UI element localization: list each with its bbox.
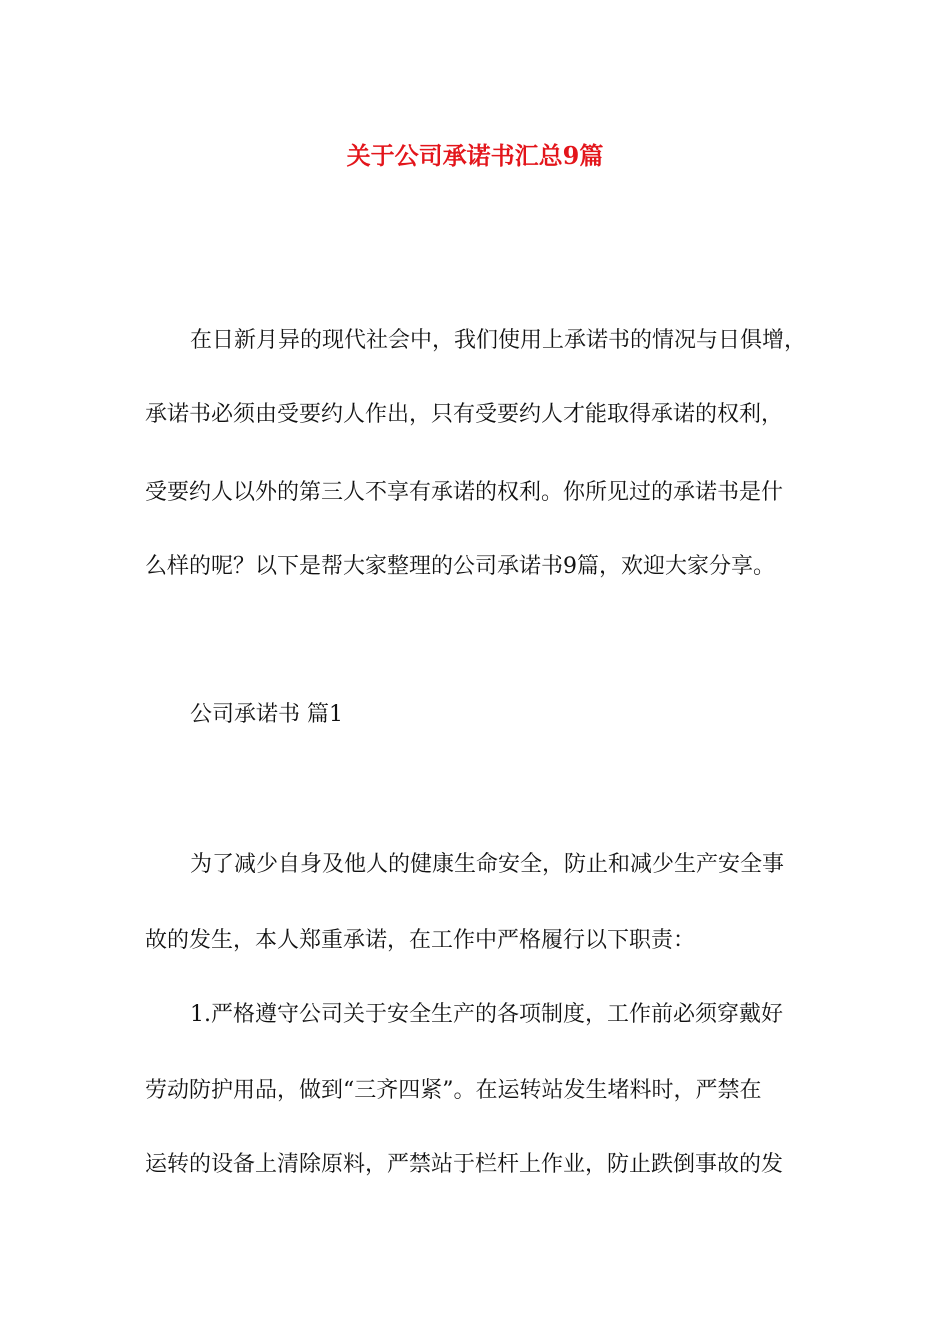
intro-line: 么样的呢？以下是帮大家整理的公司承诺书9篇，欢迎大家分享。 xyxy=(145,554,775,579)
body-line: 劳动防护用品，做到“三齐四紧”。在运转站发生堵料时，严禁在 xyxy=(145,1078,762,1103)
body-line: 故的发生，本人郑重承诺，在工作中严格履行以下职责： xyxy=(145,928,696,953)
intro-line: 承诺书必须由受要约人作出，只有受要约人才能取得承诺的权利， xyxy=(145,402,784,427)
intro-line: 受要约人以外的第三人不享有承诺的权利。你所见过的承诺书是什 xyxy=(145,480,784,505)
intro-line: 在日新月异的现代社会中，我们使用上承诺书的情况与日俱增， xyxy=(190,328,807,353)
section-heading: 公司承诺书 篇1 xyxy=(190,702,343,727)
document-title: 关于公司承诺书汇总9篇 xyxy=(346,141,604,170)
body-line: 1.严格遵守公司关于安全生产的各项制度，工作前必须穿戴好 xyxy=(190,1002,783,1027)
body-line: 为了减少自身及他人的健康生命安全，防止和减少生产安全事 xyxy=(190,852,785,877)
body-line: 运转的设备上清除原料，严禁站于栏杆上作业，防止跌倒事故的发 xyxy=(145,1152,784,1177)
